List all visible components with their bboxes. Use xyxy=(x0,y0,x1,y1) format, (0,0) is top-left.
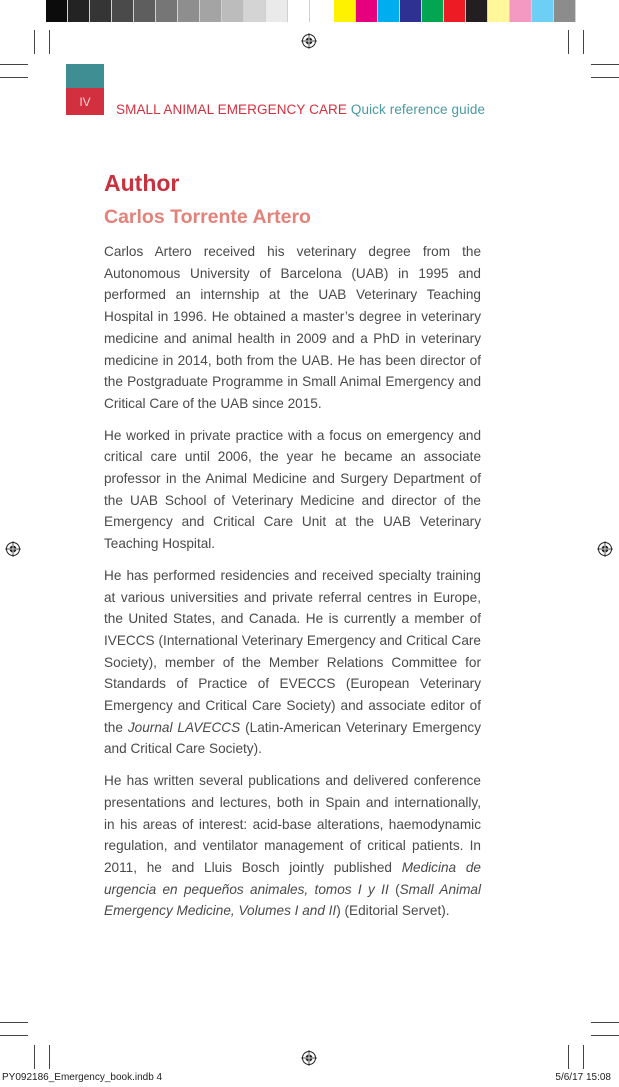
paragraph xyxy=(104,565,481,760)
crop-mark xyxy=(591,1035,619,1036)
running-head-title: SMALL ANIMAL EMERGENCY CARE xyxy=(116,102,348,117)
process-color-swatch xyxy=(400,0,422,22)
crop-mark xyxy=(591,1022,619,1023)
crop-mark xyxy=(0,77,28,78)
registration-mark-icon xyxy=(301,33,317,49)
process-color-swatch xyxy=(356,0,378,22)
gray-swatch xyxy=(244,0,266,22)
registration-mark-icon xyxy=(5,541,21,557)
crop-mark xyxy=(583,30,584,54)
crop-mark xyxy=(34,30,35,54)
process-color-swatch xyxy=(466,0,488,22)
author-biography xyxy=(104,241,481,932)
gray-swatch xyxy=(266,0,288,22)
gray-swatch xyxy=(156,0,178,22)
gray-swatch xyxy=(112,0,134,22)
process-color-swatch xyxy=(532,0,554,22)
gray-swatch xyxy=(68,0,90,22)
crop-mark xyxy=(34,1045,35,1069)
process-color-swatch xyxy=(444,0,466,22)
crop-mark xyxy=(568,1045,569,1069)
registration-mark-icon xyxy=(301,1050,317,1066)
crop-mark xyxy=(0,1035,28,1036)
paragraph-text: (Latin-American Veterinary Emergency and Critical Care Society). xyxy=(104,719,481,757)
paragraph: Carlos Artero received his veterinary degree from the Autonomous University of Barcelona (UAB) in 1995 and performed an internship at the UAB Veterinary Teaching Hospital in 1996. He obtained a master’s degree in veterinary medicine and animal health in 2009 and a PhD in veterinary medicine in 2014, both from the UAB. He has been director of the Postgraduate Programme in Small Animal Emergency and Critical Care of the UAB since 2015. xyxy=(104,244,481,411)
gray-swatch xyxy=(222,0,244,22)
page-number-tab xyxy=(66,88,104,115)
gray-swatch xyxy=(90,0,112,22)
section-title: Author xyxy=(104,170,180,196)
crop-mark xyxy=(591,77,619,78)
process-color-swatch xyxy=(554,0,576,22)
gray-swatch xyxy=(134,0,156,22)
color-calibration-bar xyxy=(46,0,576,22)
book-title-english: Small Animal Emergency Medicine, Volumes I and II xyxy=(104,881,481,919)
book-title-spanish: Medicina de urgencia en pequeños animales, tomos I y II xyxy=(104,859,481,897)
process-color-swatch xyxy=(422,0,444,22)
swatch-gap xyxy=(310,0,334,22)
slug-date-time: 5/6/17 15:08 xyxy=(555,1072,611,1083)
paragraph-text: He has performed residencies and received specialty training at various universities and private referral centres in Europe, the United States, and Canada. He is currently a member of IVECCS (International Veterinary Emergency and Critical Care Society), member of the Member Relations Committee for Standards of Practice of EVECCS (European Veterinary Emergency and Critical Care Society) and associate editor of the xyxy=(104,567,481,735)
crop-mark xyxy=(591,64,619,65)
crop-mark xyxy=(49,1045,50,1069)
crop-mark xyxy=(583,1045,584,1069)
crop-mark xyxy=(49,30,50,54)
crop-mark xyxy=(0,1022,28,1023)
running-head-subtitle: Quick reference guide xyxy=(350,102,486,117)
chapter-tab-teal xyxy=(66,64,104,88)
gray-swatch xyxy=(178,0,200,22)
journal-title: Journal LAVECCS xyxy=(127,719,241,735)
slug-file-info: PY092186_Emergency_book.indb 4 xyxy=(2,1072,163,1083)
crop-mark xyxy=(568,30,569,54)
paragraph-text: ( xyxy=(388,881,400,897)
running-head xyxy=(116,102,485,117)
process-color-swatch xyxy=(334,0,356,22)
gray-swatch xyxy=(288,0,310,22)
paragraph-text: ) (Editorial Servet). xyxy=(336,903,450,919)
registration-mark-icon xyxy=(597,541,613,557)
gray-swatch xyxy=(46,0,68,22)
process-color-swatch xyxy=(378,0,400,22)
process-color-swatch xyxy=(488,0,510,22)
paragraph: He worked in private practice with a focus on emergency and critical care until 2006, the year he became an associate professor in the Animal Medicine and Surgery Department of the UAB School of Veterinary Medicine and director of the Emergency and Critical Care Unit at the UAB Veterinary Teaching Hospital. xyxy=(104,427,481,552)
page-number: IV xyxy=(79,94,91,109)
paragraph xyxy=(104,770,481,922)
author-name: Carlos Torrente Artero xyxy=(104,206,311,228)
process-color-swatch xyxy=(510,0,532,22)
paragraph-text: He has written several publications and delivered conference presentations and lectures, both in Spain and internationally, in his areas of interest: acid-base alterations, haemodynamic regulation, and ventilator management of critical patients. In 2011, he and Lluis Bosch jointly published xyxy=(104,773,481,875)
crop-mark xyxy=(0,64,28,65)
gray-swatch xyxy=(200,0,222,22)
